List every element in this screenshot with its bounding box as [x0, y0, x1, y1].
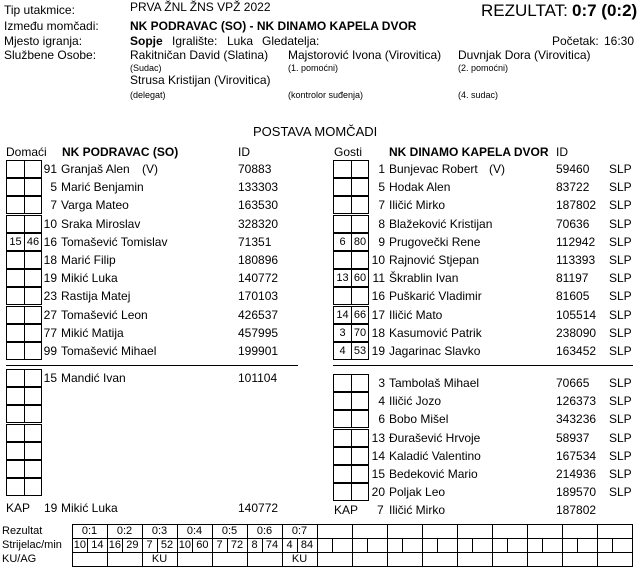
goal-scorer-number-cell: 10 [73, 539, 87, 551]
player-number: 91 [43, 162, 57, 176]
goal-minute-cell: 60 [193, 539, 212, 553]
sub-number-box [351, 287, 369, 305]
player-club: SLP [609, 376, 632, 390]
player-id: 70883 [238, 162, 272, 176]
player-name: Rajnović Stjepan [389, 253, 480, 267]
away-id-header: ID [556, 145, 568, 159]
pitch-label: Igralište: [172, 34, 218, 48]
player-name: Iličić Mato [389, 307, 443, 322]
venue-value: Sopje [130, 34, 163, 48]
sub-number-box [24, 442, 42, 460]
goal-kuag-cell: KU [142, 553, 177, 567]
player-id: 187802 [556, 198, 597, 213]
goal-kuag-cell [492, 553, 527, 567]
player-name: Varga Mateo [61, 198, 129, 213]
goal-kuag-cell [387, 553, 422, 567]
player-number: 11 [372, 271, 385, 286]
sub-minute-box [333, 392, 351, 410]
sub-number-box: 80 [351, 233, 369, 251]
player-number: 77 [43, 325, 57, 340]
sub-minute-box [333, 196, 351, 214]
player-number: 14 [371, 448, 385, 463]
sub-minute-box [333, 160, 351, 178]
sub-number-box [24, 369, 42, 387]
player-id: 105514 [556, 307, 597, 322]
result-value: 0:7 (0:2) [572, 1, 638, 20]
goal-kuag-cell [562, 553, 597, 567]
player-number: 13 [371, 430, 385, 445]
sub-number-box: 66 [351, 306, 369, 324]
player-name: Đurašević Hrvoje [389, 430, 481, 445]
player-name: Mikić Matija [61, 325, 124, 340]
goal-kuag-cell [422, 553, 457, 567]
player-club: SLP [609, 180, 632, 195]
venue-label: Mjesto igranja: [4, 34, 83, 48]
sub-number-box [351, 178, 369, 196]
sub-number-box [351, 215, 369, 233]
sub-minute-box [6, 387, 24, 405]
sub-minute-box: 14 [333, 306, 351, 324]
away-captain-label: KAP [334, 503, 359, 517]
player-number: 27 [43, 307, 57, 322]
player-club: SLP [609, 412, 632, 427]
player-id: 180896 [238, 253, 279, 267]
player-id: 457995 [238, 325, 279, 340]
sub-number-box [351, 392, 369, 410]
player-id: 343236 [556, 412, 597, 427]
goal-minute-cell [437, 539, 457, 553]
goal-scorer-number-cell: 7 [142, 539, 157, 553]
sub-number-box [24, 387, 42, 405]
pitch-value: Luka [227, 34, 254, 48]
goal-score-cell: 0:5 [212, 525, 247, 539]
goal-scorer-number-cell [492, 539, 507, 553]
sub-number-box [24, 324, 42, 342]
player-id: 214936 [556, 467, 597, 481]
goal-kuag-cell [177, 553, 212, 567]
player-name: Iličić Jozo [389, 394, 442, 409]
player-number: 18 [371, 325, 385, 340]
sub-number-box [351, 483, 369, 501]
player-id: 70665 [556, 376, 590, 390]
goal-scorer-number-cell [457, 539, 472, 553]
match-type-value: PRVA ŽNL ŽNS VPŽ 2022 [130, 0, 271, 14]
goal-score-cell [562, 525, 597, 539]
official-role: (4. sudac) [458, 90, 499, 100]
goal-kuag-cell [212, 553, 247, 567]
result-label: REZULTAT: [481, 1, 568, 20]
goal-score-cell [387, 525, 422, 539]
goal-score-cell: 0:6 [247, 525, 282, 539]
match-type-label: Tip utakmice: [4, 3, 75, 17]
player-id: 59460 [556, 162, 590, 176]
player-id: 71351 [238, 234, 272, 249]
player-club: SLP [609, 325, 632, 340]
player-number: 10 [43, 216, 57, 231]
sub-minute-box [6, 478, 24, 496]
player-name: Kaladić Valentino [389, 448, 481, 463]
sub-minute-box: 13 [333, 269, 351, 287]
sub-minute-box [6, 405, 24, 423]
player-name: Tomašević Mihael [61, 344, 157, 358]
player-id: 167534 [556, 448, 597, 463]
official-name: Strusa Kristijan (Virovitica) [130, 73, 271, 87]
goal-score-cell: 0:4 [177, 525, 212, 539]
goal-minute-cell: 29 [123, 539, 142, 553]
sub-minute-box [333, 447, 351, 465]
sub-minute-box [6, 269, 24, 287]
official-role: (kontrolor suđenja) [288, 90, 364, 100]
player-name: Marić Benjamin [61, 180, 144, 195]
home-captain-name: Mikić Luka [61, 501, 118, 515]
home-captain-id: 140772 [238, 501, 279, 515]
sub-minute-box [333, 483, 351, 501]
goal-minute-cell: 74 [262, 539, 282, 553]
sub-number-box [24, 306, 42, 324]
goal-minute-cell: 52 [157, 539, 177, 553]
player-number: 5 [50, 180, 57, 195]
sub-number-box [24, 251, 42, 269]
kickoff-label: Početak: [552, 34, 599, 48]
spectators-label: Gledatelja: [262, 34, 320, 48]
goal-scorer-number-cell: 8 [247, 539, 262, 553]
sub-number-box [24, 178, 42, 196]
sub-minute-box [333, 374, 351, 392]
away-team-name: NK DINAMO KAPELA DVOR [389, 145, 549, 159]
teams-value: NK PODRAVAC (SO) - NK DINAMO KAPELA DVOR [130, 19, 417, 33]
player-number: 5 [378, 180, 385, 195]
sub-number-box [351, 160, 369, 178]
sub-minute-box [6, 196, 24, 214]
player-number: 20 [371, 485, 385, 500]
sub-number-box [24, 478, 42, 496]
player-name: Blažeković Kristijan [389, 216, 493, 231]
teams-label: Između momčadi: [4, 19, 99, 33]
goal-scorer-number-cell [562, 539, 577, 553]
home-divider [6, 365, 298, 366]
player-club: SLP [609, 448, 632, 463]
sub-minute-box [333, 287, 351, 305]
player-id: 83722 [556, 180, 590, 195]
player-id: 81197 [556, 271, 589, 286]
player-name: Bunjevac Robert [389, 162, 478, 176]
player-number: 7 [378, 198, 385, 213]
sub-number-box [351, 374, 369, 392]
home-captain-label: KAP [6, 501, 31, 515]
sub-minute-box [6, 424, 24, 442]
player-name: Bedeković Mario [389, 467, 478, 481]
player-name: Kasumović Patrik [389, 325, 482, 340]
player-number: 19 [371, 344, 385, 358]
goal-score-cell [597, 525, 632, 539]
official-name: Duvnjak Dora (Virovitica) [458, 48, 591, 62]
player-name: Mandić Ivan [61, 371, 126, 385]
goal-minute-cell: 14 [88, 539, 107, 553]
goal-kuag-cell [317, 553, 352, 567]
player-number: 17 [371, 307, 385, 322]
player-number: 16 [43, 234, 57, 249]
goal-scorer-number-cell: 4 [282, 539, 297, 553]
goal-kuag-cell [457, 553, 492, 567]
sub-minute-box [6, 324, 24, 342]
player-number: 7 [50, 198, 57, 213]
goal-score-cell [317, 525, 352, 539]
player-club: SLP [609, 485, 632, 500]
player-number: 16 [371, 289, 385, 304]
goal-score-cell: 0:7 [282, 525, 317, 539]
goal-score-cell: 0:1 [72, 525, 107, 539]
player-id: 81605 [556, 289, 590, 304]
goal-minute-cell [472, 539, 492, 553]
player-club: SLP [609, 307, 632, 322]
sub-minute-box: 4 [333, 342, 351, 360]
sub-minute-box [6, 460, 24, 478]
away-captain-number: 7 [377, 503, 384, 517]
player-number: 1 [378, 162, 385, 176]
goal-minute-cell [612, 539, 632, 553]
sub-minute-box [333, 215, 351, 233]
result-row-label: Rezultat [2, 525, 43, 537]
player-id: 238090 [556, 325, 597, 340]
goal-score-cell: 0:3 [142, 525, 177, 539]
away-captain-name: Iličić Mirko [389, 503, 445, 517]
player-name: Tomašević Leon [61, 307, 148, 322]
player-name: Puškarić Vladimir [389, 289, 482, 304]
goal-scorer-number-cell [527, 539, 542, 553]
official-role: (delegat) [130, 90, 166, 100]
official-name: Majstorović Ivona (Virovitica) [288, 48, 442, 62]
goal-kuag-cell [72, 553, 107, 567]
kuag-row-label: KU/AG [2, 553, 37, 565]
away-side-label: Gosti [334, 145, 363, 159]
player-number: 9 [378, 234, 385, 249]
player-club: SLP [609, 344, 632, 358]
goal-minute-cell: 72 [227, 539, 247, 553]
player-club: SLP [609, 467, 632, 481]
sub-number-box [351, 447, 369, 465]
player-id: 170103 [238, 289, 279, 304]
player-number: 15 [371, 467, 385, 481]
sub-minute-box [6, 287, 24, 305]
goal-scorer-number-cell [317, 539, 332, 553]
player-id: 199901 [238, 344, 279, 358]
goal-minute-cell [332, 539, 352, 553]
player-id: 58937 [556, 430, 590, 445]
player-club: SLP [609, 289, 632, 304]
sub-number-box [24, 287, 42, 305]
goal-score-cell [457, 525, 492, 539]
player-club: SLP [609, 253, 632, 267]
officials-label: Službene Osobe: [4, 48, 97, 62]
vice-captain-mark: (V) [142, 162, 158, 176]
player-name: Tambolaš Mihael [389, 376, 480, 390]
sub-number-box [351, 196, 369, 214]
goal-score-cell [422, 525, 457, 539]
player-club: SLP [609, 271, 632, 286]
goal-scorer-number-cell: 10 [178, 539, 192, 551]
player-club: SLP [609, 198, 632, 213]
player-id: 101104 [238, 371, 278, 385]
away-captain-id: 187802 [556, 503, 597, 517]
sub-minute-box [6, 215, 24, 233]
player-name: Prugovečki Rene [389, 234, 481, 249]
goals-table [2, 524, 633, 567]
goal-kuag-cell [527, 553, 562, 567]
player-name: Rastija Matej [61, 289, 131, 304]
player-id: 70636 [556, 216, 590, 231]
player-id: 189570 [556, 485, 597, 500]
kickoff-value: 16:30 [604, 34, 635, 48]
sub-number-box: 70 [351, 324, 369, 342]
player-number: 3 [378, 376, 385, 390]
player-id: 133303 [238, 180, 279, 195]
goal-score-cell [527, 525, 562, 539]
home-captain-number: 19 [44, 501, 58, 515]
vice-captain-mark: (V) [489, 162, 505, 176]
goal-score-cell [352, 525, 387, 539]
official-role: (2. pomoćni) [458, 63, 509, 73]
sub-number-box [24, 342, 42, 360]
away-divider [333, 365, 633, 366]
player-id: 163452 [556, 344, 597, 358]
player-name: Granjaš Alen [61, 162, 130, 176]
player-number: 8 [378, 216, 385, 231]
player-id: 112942 [556, 234, 596, 249]
player-number: 15 [43, 371, 57, 385]
goal-kuag-cell: KU [282, 553, 317, 567]
sub-minute-box [333, 429, 351, 447]
goal-kuag-cell [107, 553, 142, 567]
sub-minute-box: 6 [333, 233, 351, 251]
sub-minute-box [6, 342, 24, 360]
player-id: 113393 [556, 253, 596, 267]
goal-scorer-number-cell [422, 539, 437, 553]
goal-minute-cell [542, 539, 562, 553]
sub-number-box [24, 424, 42, 442]
sub-minute-box [333, 251, 351, 269]
player-number: 6 [378, 412, 385, 427]
goal-scorer-number-cell: 16 [108, 539, 122, 551]
goal-minute-cell [402, 539, 422, 553]
sub-number-box: 60 [351, 269, 369, 287]
goal-kuag-cell [352, 553, 387, 567]
goal-scorer-number-cell [597, 539, 612, 553]
player-number: 99 [43, 344, 57, 358]
player-club: SLP [609, 234, 632, 249]
sub-minute-box [6, 178, 24, 196]
sub-number-box [351, 429, 369, 447]
player-number: 23 [43, 289, 57, 304]
goal-score-cell [492, 525, 527, 539]
sub-number-box [24, 269, 42, 287]
scorer-row-label: Strijelac/min [2, 539, 62, 551]
goal-scorer-number-cell [352, 539, 367, 553]
goal-kuag-cell [247, 553, 282, 567]
player-name: Jagarinac Slavko [389, 344, 481, 358]
player-id: 328320 [238, 216, 279, 231]
sub-minute-box [6, 442, 24, 460]
lineups-title: POSTAVA MOMČADI [253, 124, 378, 139]
goal-scorer-number-cell: 7 [212, 539, 227, 553]
sub-number-box: 53 [351, 342, 369, 360]
sub-minute-box [333, 465, 351, 483]
player-club: SLP [609, 394, 632, 409]
sub-minute-box: 15 [6, 233, 24, 251]
sub-minute-box [333, 410, 351, 428]
sub-minute-box [6, 369, 24, 387]
player-name: Sraka Miroslav [61, 216, 141, 231]
player-club: SLP [609, 430, 632, 445]
player-name: Marić Filip [61, 253, 116, 267]
sub-minute-box [6, 251, 24, 269]
goal-score-cell: 0:2 [107, 525, 142, 539]
player-number: 19 [43, 271, 57, 286]
sub-minute-box [6, 306, 24, 324]
sub-minute-box [333, 178, 351, 196]
goal-minute-cell [577, 539, 597, 553]
official-role: (Sudac) [130, 63, 162, 73]
sub-number-box [24, 460, 42, 478]
player-name: Hodak Alen [389, 180, 451, 195]
home-side-label: Domaći [6, 145, 47, 159]
sub-number-box [351, 251, 369, 269]
sub-number-box [24, 160, 42, 178]
sub-minute-box [6, 160, 24, 178]
player-number: 4 [378, 394, 385, 409]
player-club: SLP [609, 216, 632, 231]
player-id: 426537 [238, 307, 279, 322]
goal-scorer-number-cell [387, 539, 402, 553]
player-name: Škrablin Ivan [389, 271, 459, 286]
player-number: 10 [371, 253, 385, 267]
player-name: Tomašević Tomislav [61, 234, 168, 249]
sub-number-box [351, 465, 369, 483]
player-id: 163530 [238, 198, 279, 213]
player-name: Mikić Luka [61, 271, 118, 286]
player-club: SLP [609, 162, 632, 176]
sub-number-box [351, 410, 369, 428]
goal-kuag-cell [597, 553, 632, 567]
sub-number-box [24, 405, 42, 423]
sub-minute-box: 3 [333, 324, 351, 342]
goal-minute-cell [367, 539, 387, 553]
player-id: 140772 [238, 271, 279, 286]
sub-number-box [24, 196, 42, 214]
player-name: Bobo Mišel [389, 412, 449, 427]
player-name: Poljak Leo [389, 485, 446, 500]
sub-number-box: 46 [24, 233, 42, 251]
goal-minute-cell: 84 [297, 539, 317, 553]
official-role: (1. pomoćni) [288, 63, 339, 73]
player-id: 126373 [556, 394, 597, 409]
player-name: Iličić Mirko [389, 198, 445, 213]
sub-number-box [24, 215, 42, 233]
player-number: 18 [43, 253, 57, 267]
home-team-name: NK PODRAVAC (SO) [62, 145, 179, 159]
goal-minute-cell [507, 539, 527, 553]
official-name: Rakitničan David (Slatina) [130, 48, 269, 62]
home-id-header: ID [238, 145, 250, 159]
